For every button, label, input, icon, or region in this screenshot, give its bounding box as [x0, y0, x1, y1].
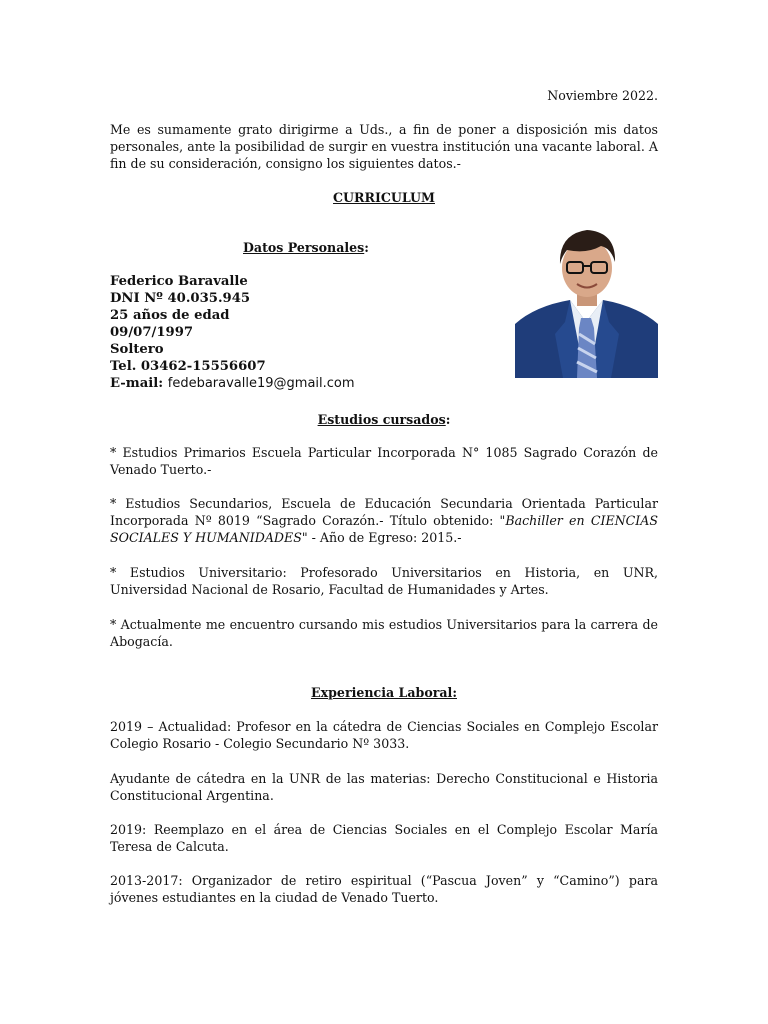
- profile-photo: [515, 224, 658, 378]
- personal-data-heading-colon: :: [364, 240, 369, 255]
- email-line: [110, 375, 355, 392]
- experience-item: 2019: Reemplazo en el área de Ciencias Sociales en el Complejo Escolar María Teresa de Calcuta.: [110, 822, 658, 854]
- study-current: * Actualmente me encuentro cursando mis estudios Universitarios para la carrera de Abogacía.: [110, 617, 658, 649]
- letter-date: Noviembre 2022.: [547, 88, 658, 103]
- study-primary: * Estudios Primarios Escuela Particular Incorporada N° 1085 Sagrado Corazón de Venado Tuerto.-: [110, 445, 658, 477]
- age: 25 años de edad: [110, 308, 230, 323]
- dni: DNI Nº 40.035.945: [110, 291, 251, 306]
- birthdate: 09/07/1997: [110, 325, 194, 340]
- experience-item: 2013-2017: Organizador de retiro espiritual (“Pascua Joven” y “Camino”) para jóvenes estudiantes en la ciudad de Venado Tuerto.: [110, 873, 658, 905]
- personal-data-heading-text: Datos Personales: [243, 240, 365, 255]
- cv-title: CURRICULUM: [333, 190, 435, 205]
- email-label: E-mail:: [110, 376, 168, 391]
- studies-heading-text: Estudios cursados: [317, 412, 446, 427]
- study-university: * Estudios Universitario: Profesorado Universitarios en Historia, en UNR, Universidad Nacional de Rosario, Facultad de Humanidades y Artes.: [110, 565, 658, 597]
- personal-data-heading: [243, 239, 369, 256]
- experience-item: Ayudante de cátedra en la UNR de las materias: Derecho Constitucional e Historia Constitucional Argentina.: [110, 771, 658, 803]
- study-secondary-title: Bachiller en CIENCIAS SOCIALES Y HUMANIDADES: [110, 513, 658, 545]
- study-secondary-post: " - Año de Egreso: 2015.-: [301, 530, 462, 545]
- study-secondary: [110, 495, 658, 546]
- studies-heading-colon: :: [445, 412, 451, 427]
- intro-paragraph: Me es sumamente grato dirigirme a Uds., a fin de poner a disposición mis datos personales, ante la posibilidad de surgir en vuestra institución una vacante laboral. A fin de su consideración, consigno los siguientes datos.-: [110, 122, 658, 171]
- full-name: Federico Baravalle: [110, 274, 248, 289]
- studies-heading: [110, 411, 658, 428]
- phone: Tel. 03462-15556607: [110, 359, 266, 374]
- cv-page: [110, 0, 658, 1024]
- experience-item: 2019 – Actualidad: Profesor en la cátedra de Ciencias Sociales en Complejo Escolar Colegio Rosario - Colegio Secundario Nº 3033.: [110, 719, 658, 751]
- marital-status: Soltero: [110, 342, 164, 357]
- personal-info: [110, 273, 355, 392]
- email-value[interactable]: fedebaravalle19@gmail.com: [167, 376, 355, 391]
- experience-heading: Experiencia Laboral:: [311, 685, 457, 700]
- study-secondary-pre: * Estudios Secundarios, Escuela de Educación Secundaria Orientada Particular Incorporada Nº 8019 “Sagrado Corazón.- Título obtenido: ": [110, 496, 658, 528]
